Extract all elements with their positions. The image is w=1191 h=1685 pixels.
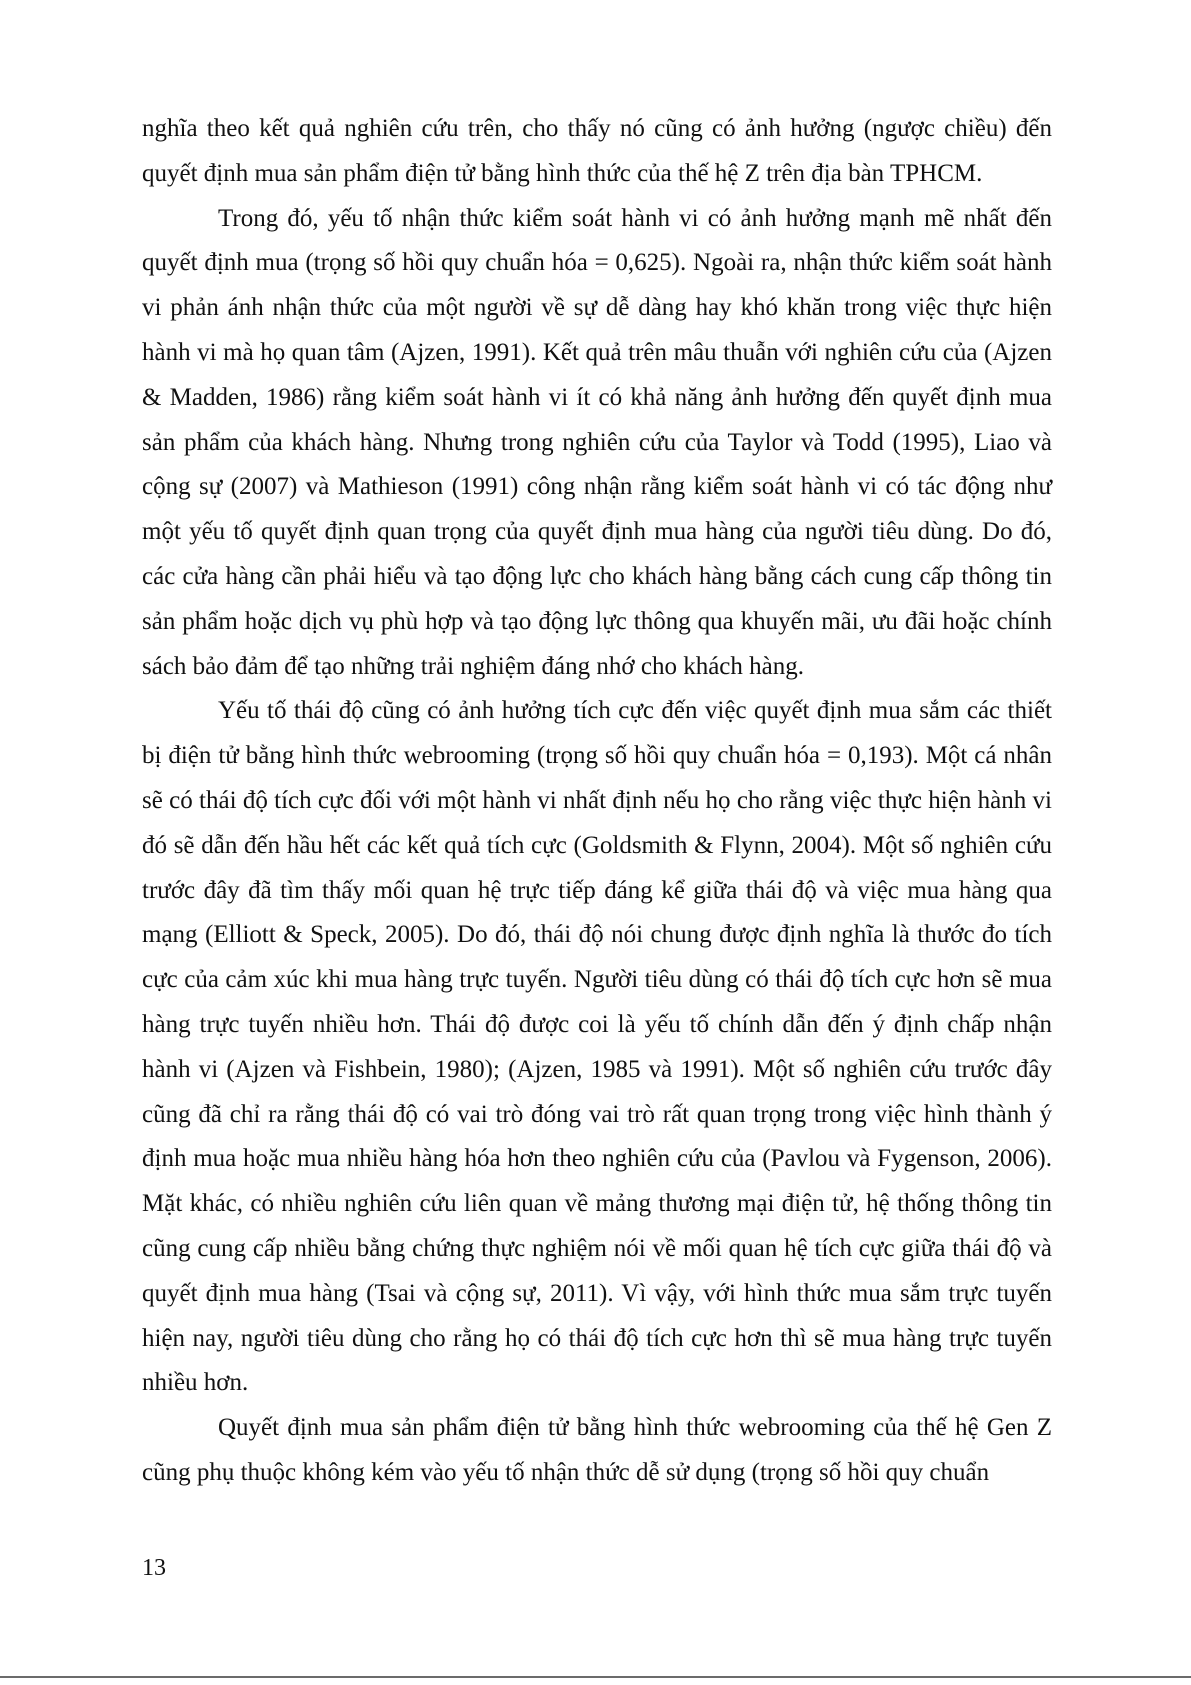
body-text bbox=[142, 107, 1052, 1496]
paragraph-ease-of-use: Quyết định mua sản phẩm điện tử bằng hình thức webrooming của thế hệ Gen Z cũng phụ thuộc không kém vào yếu tố nhận thức dễ sử dụng (trọng số hồi quy chuẩn bbox=[142, 1414, 1052, 1486]
page-number: 13 bbox=[142, 1555, 166, 1581]
paragraph-continuation: nghĩa theo kết quả nghiên cứu trên, cho thấy nó cũng có ảnh hưởng (ngược chiều) đến quyết định mua sản phẩm điện tử bằng hình thức của thế hệ Z trên địa bàn TPHCM. bbox=[142, 115, 1052, 187]
paragraph-attitude: Yếu tố thái độ cũng có ảnh hưởng tích cực đến việc quyết định mua sắm các thiết bị điện tử bằng hình thức webrooming (trọng số hồi quy chuẩn hóa = 0,193). Một cá nhân sẽ có thái độ tích cực đối với một hành vi nhất định nếu họ cho rằng việc thực hiện hành vi đó sẽ dẫn đến hầu hết các kết quả tích cực (Goldsmith & Flynn, 2004). Một số nghiên cứu trước đây đã tìm thấy mối quan hệ trực tiếp đáng kể giữa thái độ và việc mua hàng qua mạng (Elliott & Speck, 2005). Do đó, thái độ nói chung được định nghĩa là thước đo tích cực của cảm xúc khi mua hàng trực tuyến. Người tiêu dùng có thái độ tích cực hơn sẽ mua hàng trực tuyến nhiều hơn. Thái độ được coi là yếu tố chính dẫn đến ý định chấp nhận hành vi (Ajzen và Fishbein, 1980); (Ajzen, 1985 và 1991). Một số nghiên cứu trước đây cũng đã chỉ ra rằng thái độ có vai trò đóng vai trò rất quan trọng trong việc hình thành ý định mua hoặc mua nhiều hàng hóa hơn theo nghiên cứu của (Pavlou và Fygenson, 2006). Mặt khác, có nhiều nghiên cứu liên quan về mảng thương mại điện tử, hệ thống thông tin cũng cung cấp nhiều bằng chứng thực nghiệm nói về mối quan hệ tích cực giữa thái độ và quyết định mua hàng (Tsai và cộng sự, 2011). Vì vậy, với hình thức mua sắm trực tuyến hiện nay, người tiêu dùng cho rằng họ có thái độ tích cực hơn thì sẽ mua hàng trực tuyến nhiều hơn. bbox=[142, 697, 1052, 1397]
footer-divider bbox=[0, 1676, 1191, 1678]
paragraph-behavioral-control: Trong đó, yếu tố nhận thức kiểm soát hành vi có ảnh hưởng mạnh mẽ nhất đến quyết định mua (trọng số hồi quy chuẩn hóa = 0,625). Ngoài ra, nhận thức kiểm soát hành vi phản ánh nhận thức của một người về sự dễ dàng hay khó khăn trong việc thực hiện hành vi mà họ quan tâm (Ajzen, 1991). Kết quả trên mâu thuẫn với nghiên cứu của (Ajzen & Madden, 1986) rằng kiểm soát hành vi ít có khả năng ảnh hưởng đến quyết định mua sản phẩm của khách hàng. Nhưng trong nghiên cứu của Taylor và Todd (1995), Liao và cộng sự (2007) và Mathieson (1991) công nhận rằng kiểm soát hành vi có tác động như một yếu tố quyết định quan trọng của quyết định mua hàng của người tiêu dùng. Do đó, các cửa hàng cần phải hiểu và tạo động lực cho khách hàng bằng cách cung cấp thông tin sản phẩm hoặc dịch vụ phù hợp và tạo động lực thông qua khuyến mãi, ưu đãi hoặc chính sách bảo đảm để tạo những trải nghiệm đáng nhớ cho khách hàng. bbox=[142, 204, 1052, 680]
